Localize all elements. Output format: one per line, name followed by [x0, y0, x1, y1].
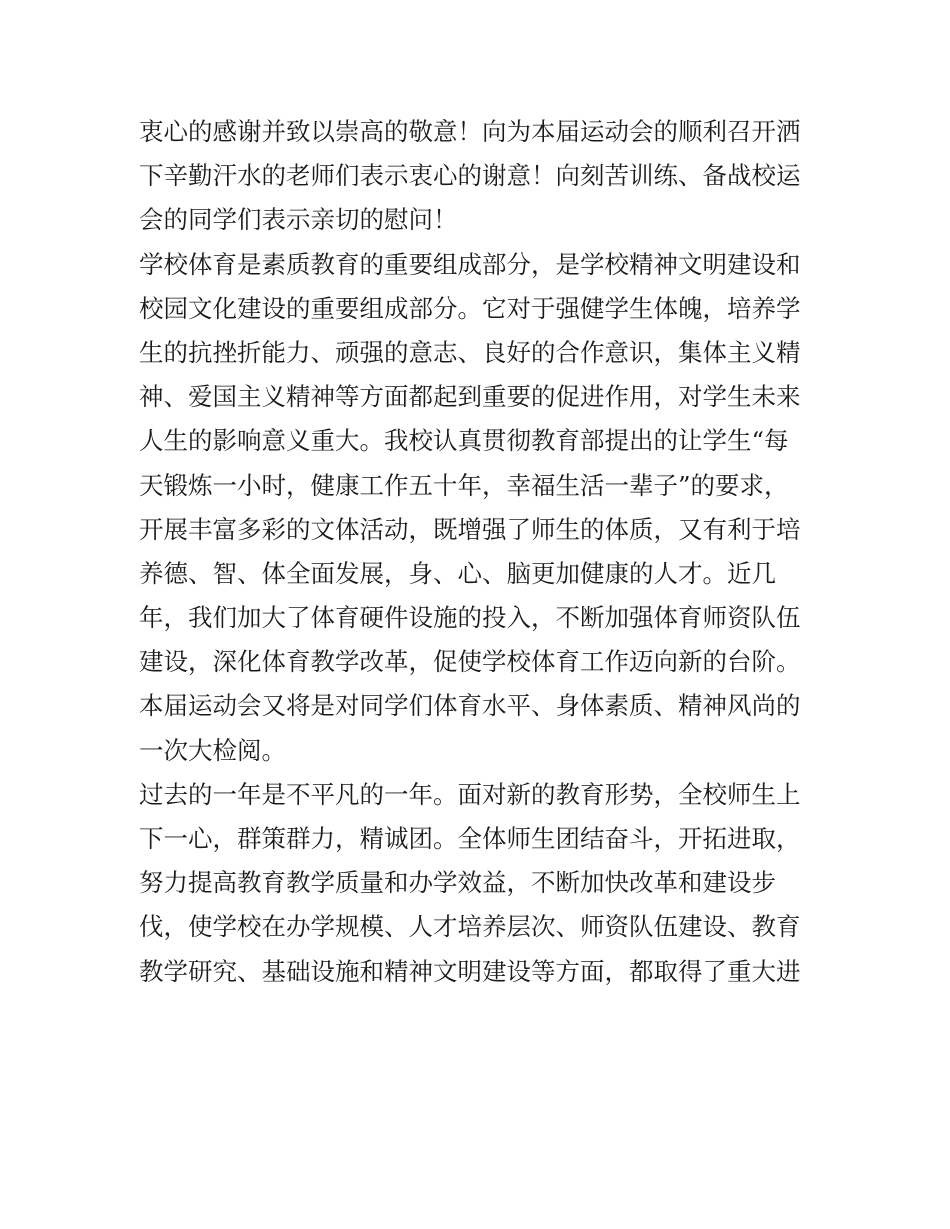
text-line: 年，我们加大了体育硬件设施的投入，不断加强体育师资队伍: [139, 603, 801, 633]
text-line: 学校体育是素质教育的重要组成部分，是学校精神文明建设和: [139, 249, 801, 279]
text-line: 天锻炼一小时，健康工作五十年，幸福生活一辈子”的要求，: [139, 470, 789, 500]
text-line: 会的同学们表示亲切的慰问！: [139, 205, 458, 235]
text-line: 教学研究、基础设施和精神文明建设等方面，都取得了重大进: [139, 956, 801, 986]
text-line: 过去的一年是不平凡的一年。面对新的教育形势，全校师生上: [139, 779, 801, 809]
text-line: 下辛勤汗水的老师们表示衷心的谢意！向刻苦训练、备战校运: [139, 161, 801, 191]
text-line: 建设，深化体育教学改革，促使学校体育工作迈向新的台阶。: [139, 647, 801, 677]
text-line: 神、爱国主义精神等方面都起到重要的促进作用，对学生未来: [139, 382, 801, 412]
text-line: 人生的影响意义重大。我校认真贯彻教育部提出的让学生“每: [139, 426, 789, 456]
text-line: 养德、智、体全面发展，身、心、脑更加健康的人才。近几: [139, 558, 776, 588]
text-line: 伐，使学校在办学规模、人才培养层次、师资队伍建设、教育: [139, 912, 801, 942]
body-text: [139, 110, 819, 994]
text-line: 开展丰富多彩的文体活动，既增强了师生的体质，又有利于培: [139, 514, 801, 544]
text-line: 一次大检阅。: [139, 735, 286, 765]
text-line: 校园文化建设的重要组成部分。它对于强健学生体魄，培养学: [139, 293, 801, 323]
text-line: 生的抗挫折能力、顽强的意志、良好的合作意识，集体主义精: [139, 337, 801, 367]
text-line: 衷心的感谢并致以崇高的敬意！向为本届运动会的顺利召开洒: [139, 117, 801, 146]
text-line: 下一心，群策群力，精诚团。全体师生团结奋斗，开拓进取，: [139, 824, 801, 853]
text-line: 努力提高教育教学质量和办学效益，不断加快改革和建设步: [139, 868, 776, 898]
text-line: 本届运动会又将是对同学们体育水平、身体素质、精神风尚的: [139, 691, 801, 721]
